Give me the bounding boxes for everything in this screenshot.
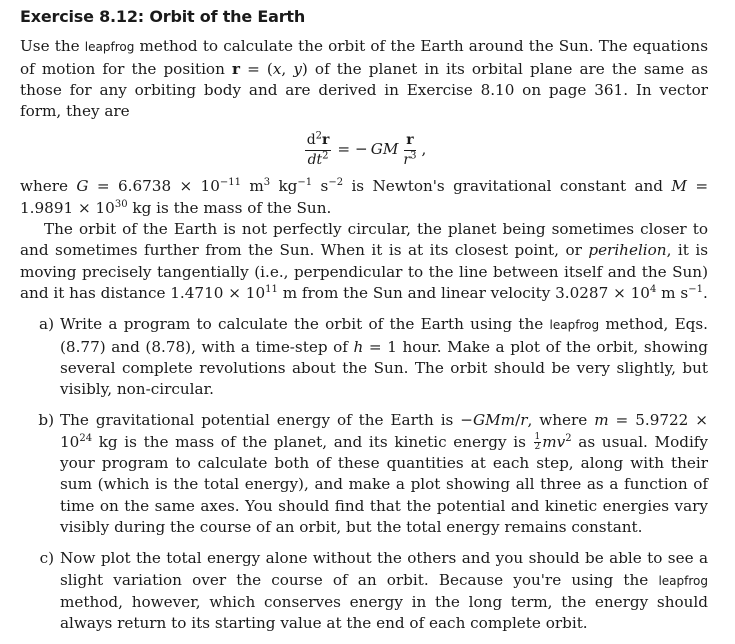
text: , it is moving precisely tangentially (i.e., perpendicular to the line between itself and the Sun) and it has distance 1.4710 × 10 xyxy=(20,241,708,302)
text: ) of the planet in its orbital plane are the same as those for any orbiting body and are derived in Exercise 8.10 on page 361. In vector form, they are xyxy=(20,59,709,121)
text: kg xyxy=(278,177,298,196)
text: dt xyxy=(307,151,323,168)
sup: 24 xyxy=(79,432,93,444)
item-marker: a) xyxy=(39,315,54,334)
code-leapfrog: leapfrog xyxy=(84,40,135,55)
task-list xyxy=(20,314,708,634)
fraction-r-r3 xyxy=(401,130,418,169)
text: Write a program to calculate the orbit of the Earth using the xyxy=(60,315,544,334)
text: where xyxy=(20,177,69,196)
text: m from the Sun and linear velocity 3.0287 × 10 xyxy=(282,283,650,302)
vector-r: r xyxy=(322,131,330,148)
var-y: y xyxy=(293,59,302,78)
text: The gravitational potential energy of the Earth is − xyxy=(60,411,473,430)
sup: 30 xyxy=(114,198,128,210)
text: The orbit of the Earth is not perfectly circular, the planet being sometimes closer to and sometimes further from the Sun. When it is at its closest point, or xyxy=(20,220,708,260)
sup: −2 xyxy=(328,177,344,189)
var-m: m xyxy=(594,411,609,430)
var-GMm: GMm xyxy=(473,411,516,430)
sup: 2 xyxy=(565,432,572,444)
var-x: x xyxy=(272,59,282,78)
text: = ( xyxy=(247,59,273,78)
sup: −11 xyxy=(219,177,241,189)
text: m xyxy=(249,177,264,196)
var-h: h xyxy=(353,337,364,356)
text: method to calculate the orbit of the Earth around the Sun. The equations of motion for the position xyxy=(20,37,708,78)
sup: 11 xyxy=(265,283,278,295)
list-item xyxy=(20,548,708,634)
text: kg is the mass of the planet, and its kinetic energy is xyxy=(98,432,526,451)
text: method, however, which conserves energy in the long term, the energy should always return to its starting value at the end of each complete orbit. xyxy=(60,592,708,633)
sup: 2 xyxy=(322,150,329,162)
var-r: r xyxy=(520,411,528,430)
exercise-title: Exercise 8.12: Orbit of the Earth xyxy=(20,7,306,26)
text: = 5.9722 × 10 xyxy=(60,411,708,451)
text: m s xyxy=(661,283,689,302)
constants-paragraph xyxy=(20,176,708,219)
sup: −1 xyxy=(688,283,703,295)
text: , where xyxy=(527,411,588,430)
numerator: 1 xyxy=(534,432,541,443)
text: is Newton's gravitational constant and xyxy=(351,177,664,196)
vector-r: r xyxy=(231,59,240,78)
item-body xyxy=(60,314,708,400)
intro-paragraph xyxy=(20,36,708,122)
text: , xyxy=(421,139,427,158)
item-marker: c) xyxy=(39,549,54,568)
denominator xyxy=(306,151,331,169)
var-mv: mv xyxy=(542,432,566,451)
code-leapfrog: leapfrog xyxy=(658,573,708,588)
text: method, Eqs. (8.77) and (8.78), with a time-step of xyxy=(60,315,709,356)
text: d xyxy=(306,131,316,148)
var-G: G xyxy=(76,177,89,196)
text: . xyxy=(702,283,708,302)
item-body xyxy=(60,410,708,538)
item-body xyxy=(60,548,708,634)
fraction-half xyxy=(534,433,542,452)
item-marker: b) xyxy=(38,411,54,430)
text: / xyxy=(515,411,521,430)
sup: −1 xyxy=(297,177,313,189)
sup: 2 xyxy=(315,130,323,142)
numerator xyxy=(305,130,332,151)
text: = 1 hour. Make a plot of the orbit, showing several complete revolutions about the Sun. The orbit should be very slightly, but visibly, non-circular. xyxy=(60,337,709,399)
sup: 3 xyxy=(263,177,271,189)
sup: 4 xyxy=(649,283,657,295)
denominator xyxy=(401,151,418,169)
var-M: M xyxy=(671,177,687,196)
text: Use the xyxy=(20,37,80,56)
text: s xyxy=(320,177,329,196)
exercise-page xyxy=(20,0,708,644)
fraction-d2r-dt2 xyxy=(305,130,332,169)
text: = 1.9891 × 10 xyxy=(20,177,709,217)
text: = − xyxy=(337,139,368,158)
var-GM: GM xyxy=(370,139,399,158)
text: kg is the mass of the Sun. xyxy=(132,198,332,217)
text: r xyxy=(403,151,411,168)
numerator: r xyxy=(404,130,415,151)
list-item xyxy=(20,314,708,400)
text: Now plot the total energy alone without the others and you should be able to see a slight variation over the course of an orbit. Because you're using the xyxy=(60,549,708,589)
list-item xyxy=(20,410,708,538)
code-leapfrog: leapfrog xyxy=(549,318,600,333)
text: , xyxy=(281,59,294,78)
text: as usual. Modify your program to calculate both of these quantities at each step, along with their sum (which is the total energy), and make a plot showing all three as a function of time on the same axes. You should find that the potential and kinetic energies vary visibly during the course of an orbit, but the total energy remains constant. xyxy=(60,432,709,536)
sup: 3 xyxy=(410,150,417,162)
denominator: 2 xyxy=(534,442,541,453)
equation-of-motion xyxy=(20,124,708,174)
text: = 6.6738 × 10 xyxy=(96,177,220,196)
term-perihelion: perihelion xyxy=(588,241,667,260)
orbit-paragraph xyxy=(20,219,708,304)
